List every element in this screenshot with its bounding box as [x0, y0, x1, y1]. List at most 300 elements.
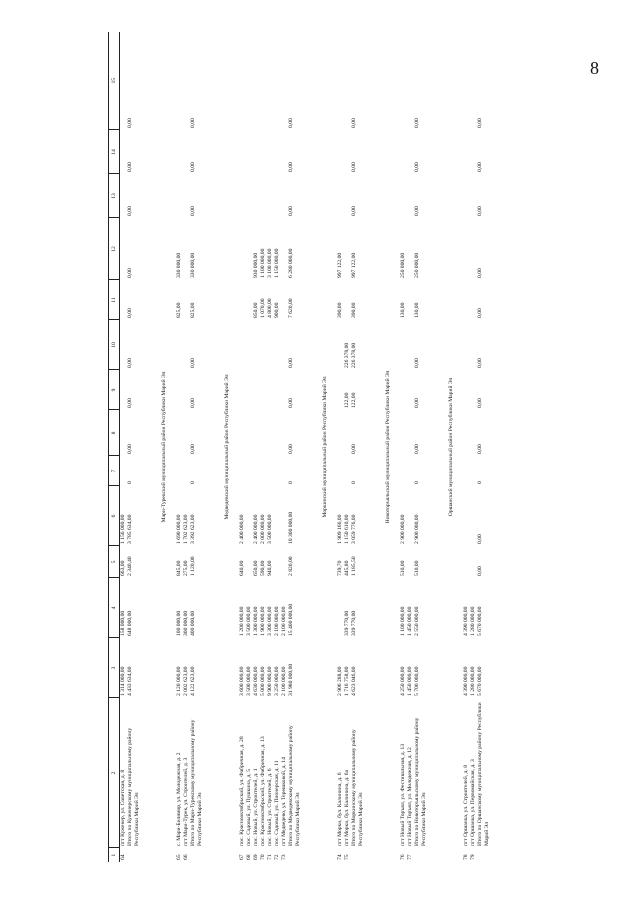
table-cell-col-9: 0,00 [126, 398, 133, 408]
table-cell-col-8: 0,00 [413, 444, 420, 454]
table-cell-col-11: 7 620,00 [287, 298, 294, 318]
table-cell-col-10 [120, 320, 127, 370]
table-row [337, 32, 344, 862]
table-cell-col-1: 77 [406, 854, 413, 860]
table-cell-col-7 [183, 456, 190, 486]
table-cell-col-5: 275,00 [182, 560, 189, 576]
table-cell-col-4: 1 100 000,00 [399, 606, 406, 636]
table-cell-col-7: 0 [126, 481, 133, 484]
table-cell-col-7 [267, 456, 274, 486]
table-cell-col-14 [260, 130, 267, 174]
table-cell-col-13 [183, 174, 190, 218]
table-cell-col-11 [407, 280, 414, 320]
district-total-row [127, 32, 153, 862]
table-cell-col-14 [246, 130, 253, 174]
table-cell-col-15 [253, 32, 260, 130]
table-cell-col-12 [239, 218, 246, 280]
table-row [120, 32, 127, 862]
table-cell-col-14 [400, 130, 407, 174]
table-cell-col-10 [407, 320, 414, 370]
table-row [176, 32, 183, 862]
table-cell-col-8 [239, 410, 246, 456]
table-cell-col-12: 997 122,00 [336, 252, 343, 278]
table-row [463, 32, 470, 862]
table-cell-col-1: 78 [462, 854, 469, 860]
column-header-4: 4 [109, 578, 120, 638]
table-cell-col-4: 300 000,00 [182, 610, 189, 636]
table-cell-col-4: 5 670 000,00 [476, 606, 483, 636]
table-row [253, 32, 260, 862]
table-cell-col-13 [246, 174, 253, 218]
table-cell-col-10 [281, 320, 288, 370]
table-cell-col-5 [470, 546, 477, 578]
table-cell-col-6: 2 400 000,00 [252, 514, 259, 544]
table-cell-col-7 [463, 456, 470, 486]
table-cell-col-14: 0,00 [350, 162, 357, 172]
table-cell-col-12: 997 122,00 [350, 252, 357, 278]
table-row [239, 32, 246, 862]
column-header-7: 7 [109, 456, 120, 486]
table-cell-col-11 [183, 280, 190, 320]
table-cell-col-7 [239, 456, 246, 486]
table-row [470, 32, 477, 862]
column-header-14: 14 [109, 130, 120, 174]
table-cell-col-3: 3 250 000,00 [273, 666, 280, 696]
table-cell-col-4: 158 000,00 [120, 610, 126, 636]
table-cell-col-7 [246, 456, 253, 486]
table-row [400, 32, 407, 862]
table-row [246, 32, 253, 862]
table-cell-col-5: 650,00 [252, 560, 259, 576]
table-cell-col-6 [281, 486, 288, 546]
table-cell-col-14 [407, 130, 414, 174]
table-cell-col-8 [253, 410, 260, 456]
table-cell-col-10: 0,00 [189, 358, 196, 368]
table-cell-col-2: с. Мари-Билямор, ул. Молодежная, д. 2 [175, 752, 182, 846]
table-cell-col-1: 68 [245, 854, 252, 860]
table-cell-col-12: 1 150 000,00 [273, 248, 280, 278]
table-cell-col-2: пгт Новый Торъял, ул. Фестивальная, д. 13 [399, 743, 406, 846]
table-cell-col-4: 339 770,00 [343, 610, 350, 636]
table-cell-col-13: 0,00 [287, 206, 294, 216]
column-header-2: 2 [109, 698, 120, 848]
table-cell-col-11: 390,00 [350, 302, 357, 318]
table-cell-col-13: 0,00 [350, 206, 357, 216]
column-header-9: 9 [109, 370, 120, 410]
table-cell-col-4: 3 300 000,00 [266, 606, 273, 636]
table-body [120, 32, 503, 862]
table-cell-col-9 [183, 370, 190, 410]
table-cell-col-3: 9 900 000,00 [266, 666, 273, 696]
table-cell-col-6: 2 000 000,00 [259, 514, 266, 544]
table-cell-col-5: 590,00 [259, 560, 266, 576]
table-cell-col-3: 3 500 000,00 [245, 666, 252, 696]
table-cell-col-2: Итого по Оршанскому муниципальному району Республики Марий Эл [476, 702, 490, 846]
table-cell-col-6: 1 156 000,00 [120, 514, 126, 544]
table-cell-col-14: 0,00 [189, 162, 196, 172]
table-cell-col-11 [239, 280, 246, 320]
table-cell-col-14: 0,00 [413, 162, 420, 172]
table-cell-col-2: пгт Морки, бул. Калинина, д. 6а [343, 770, 350, 846]
table-cell-col-13: 0,00 [126, 206, 133, 216]
table-cell-col-2: Итого по Медведевскому муниципальному району Республики Марий Эл [287, 725, 301, 846]
table-cell-col-12 [407, 218, 414, 280]
column-header-10: 10 [109, 320, 120, 370]
table-cell-col-6: 3 392 623,00 [189, 514, 196, 544]
table-cell-col-13 [407, 174, 414, 218]
table-cell-col-4: 339 770,00 [350, 610, 357, 636]
section-title: Мари-Турекский муниципальный район Республики Марий Эл [160, 371, 167, 523]
table-cell-col-10: 0,00 [413, 358, 420, 368]
table-cell-col-1: 71 [266, 854, 273, 860]
table-cell-col-9: 0,00 [287, 398, 294, 408]
table-cell-col-1 [351, 848, 377, 862]
table-cell-col-4: 100 000,00 [175, 610, 182, 636]
table-cell-col-15 [267, 32, 274, 130]
table-cell-col-9 [470, 370, 477, 410]
table-cell-col-2: пос. Садовый, ул. Пушкина, д. 5 [245, 769, 252, 846]
table-cell-col-3: 5 670 000,00 [476, 666, 483, 696]
table-cell-col-14: 0,00 [476, 162, 483, 172]
table-cell-col-2: пос. Новый, ул. Строителей, д. 6 [266, 768, 273, 846]
table-cell-col-1 [288, 848, 314, 862]
table-cell-col-5: 2 820,00 [287, 556, 294, 576]
section-title: Новоторъяльский муниципальный район Республики Марий Эл [384, 370, 391, 524]
table-cell-col-6 [470, 486, 477, 546]
table-cell-col-7: 0 [476, 481, 483, 484]
table-cell-col-4: 400 000,00 [189, 610, 196, 636]
table-cell-col-12 [246, 218, 253, 280]
table-cell-col-4: 648 000,00 [126, 610, 133, 636]
table-cell-col-11 [281, 280, 288, 320]
table-cell-col-3: 2 100 000,00 [280, 666, 287, 696]
table-cell-col-15 [260, 32, 267, 130]
table-cell-col-3: 2 002 623,00 [182, 666, 189, 696]
table-row [407, 32, 414, 862]
table-cell-col-10 [470, 320, 477, 370]
table-cell-col-2: пгт Оршанка, ул. Первомайская, д. 3 [469, 759, 476, 846]
table-cell-col-1: 67 [238, 854, 245, 860]
table-cell-col-12 [344, 218, 351, 280]
column-header-5: 5 [109, 546, 120, 578]
table-cell-col-1: 66 [182, 854, 189, 860]
table-cell-col-12: 0,00 [476, 268, 483, 278]
table-cell-col-12: 1 100 000,00 [259, 248, 266, 278]
table-cell-col-12: 6 280 000,00 [287, 248, 294, 278]
table-cell-col-7 [120, 456, 127, 486]
table-cell-col-10 [183, 320, 190, 370]
table-cell-col-13 [344, 174, 351, 218]
column-header-11: 11 [109, 280, 120, 320]
table-cell-col-2: пос. Новый, ул. Строителей, д. 1 [252, 768, 259, 846]
column-header-8: 8 [109, 410, 120, 456]
table-cell-col-13 [274, 174, 281, 218]
table-cell-col-13 [337, 174, 344, 218]
table-cell-col-13 [120, 174, 127, 218]
table-cell-col-14 [239, 130, 246, 174]
table-cell-col-11 [246, 280, 253, 320]
table-cell-col-1 [477, 848, 503, 862]
table-cell-col-15 [120, 32, 127, 130]
table-cell-col-5: 0,00 [476, 566, 483, 576]
table-cell-col-2: пгт Мари-Турек, ул. Строителей, д. 3 [182, 757, 189, 846]
table-cell-col-1 [414, 848, 440, 862]
capital-repair-table [108, 32, 502, 862]
table-cell-col-1: 69 [252, 854, 259, 860]
table-cell-col-3: 4 623 046,00 [350, 666, 357, 696]
table-cell-col-14 [281, 130, 288, 174]
table-cell-col-6: 2 900 000,00 [413, 514, 420, 544]
table-cell-col-3: 3 600 000,00 [238, 666, 245, 696]
table-cell-col-8: 0,00 [189, 444, 196, 454]
table-cell-col-8 [470, 410, 477, 456]
table-cell-col-5: 1 185,50 [350, 556, 357, 576]
table-cell-col-1: 76 [399, 854, 406, 860]
table-cell-col-9 [400, 370, 407, 410]
section-header-row [440, 32, 463, 862]
table-cell-col-6: 1 150 610,00 [343, 514, 350, 544]
table-cell-col-13 [463, 174, 470, 218]
table-cell-col-2: Итого по Куженерскому муниципальному району Республики Марий Эл [126, 727, 140, 846]
table-cell-col-4: 1 900 000,00 [259, 606, 266, 636]
table-cell-col-6 [274, 486, 281, 546]
table-cell-col-10: 0,00 [287, 358, 294, 368]
table-cell-col-2: пгт Новый Торъял, ул. Молодежная, д. 12 [406, 747, 413, 846]
table-cell-col-5: 445,80 [343, 560, 350, 576]
table-cell-col-6: 0,00 [476, 534, 483, 544]
table-cell-col-7 [400, 456, 407, 486]
district-total-row [190, 32, 216, 862]
table-cell-col-5: 845,00 [175, 560, 182, 576]
section-header-row [377, 32, 400, 862]
table-cell-col-8 [400, 410, 407, 456]
table-cell-col-11: 1 070,00 [259, 298, 266, 318]
table-cell-col-6: 1 909 166,00 [336, 514, 343, 544]
table-cell-col-13: 0,00 [189, 206, 196, 216]
table-cell-col-9 [239, 370, 246, 410]
table-cell-col-7 [344, 456, 351, 486]
column-header-3: 3 [109, 638, 120, 698]
table-cell-col-12 [470, 218, 477, 280]
table-cell-col-3: 4 630 000,00 [252, 666, 259, 696]
table-cell-col-9 [253, 370, 260, 410]
table-cell-col-10 [463, 320, 470, 370]
table-cell-col-10 [274, 320, 281, 370]
table-cell-col-5: 510,00 [413, 560, 420, 576]
table-cell-col-15 [246, 32, 253, 130]
table-cell-col-6: 2 900 000,00 [399, 514, 406, 544]
table-cell-col-3: 1 280 000,00 [469, 666, 476, 696]
table-cell-col-12: 930 000,00 [252, 252, 259, 278]
section-title: Оршанский муниципальный район Республики Марий Эл [447, 377, 454, 517]
table-cell-col-11: 0,00 [126, 308, 133, 318]
table-cell-col-9 [281, 370, 288, 410]
table-cell-col-15: 0,00 [189, 118, 196, 128]
table-cell-col-7 [253, 456, 260, 486]
table-cell-col-14 [344, 130, 351, 174]
table-row [267, 32, 274, 862]
table-cell-col-11: 825,00 [175, 302, 182, 318]
table-cell-col-15: 0,00 [476, 118, 483, 128]
table-cell-col-2: пгт Оршанка, ул. Строителей, д. 8 [462, 765, 469, 846]
table-cell-col-12: 330 000,00 [189, 252, 196, 278]
table-cell-col-2: пгт Куженер, ул. Советская, д. 8 [120, 769, 126, 846]
table-cell-col-2: пос. Краснооктябрьский, ул. Фабричная, д. 28 [238, 736, 245, 846]
table-cell-col-5: 510,00 [399, 560, 406, 576]
table-row [344, 32, 351, 862]
table-cell-col-4: 2 100 000,00 [273, 606, 280, 636]
table-cell-col-9 [120, 370, 127, 410]
table-cell-col-5 [274, 546, 281, 578]
table-cell-col-4: 1 300 000,00 [252, 606, 259, 636]
table-cell-col-3: 5 700 000,00 [413, 666, 420, 696]
district-total-row [351, 32, 377, 862]
district-total-row [288, 32, 314, 862]
table-cell-col-8 [337, 410, 344, 456]
table-cell-col-4: 3 500 000,00 [245, 606, 252, 636]
table-cell-col-15 [463, 32, 470, 130]
table-cell-col-9 [337, 370, 344, 410]
table-cell-col-12 [463, 218, 470, 280]
table-cell-col-6: 1 702 623,00 [182, 514, 189, 544]
page-number: 8 [590, 58, 599, 78]
table-cell-col-7 [281, 456, 288, 486]
table-cell-col-15 [281, 32, 288, 130]
table-cell-col-4: 1 280 000,00 [469, 606, 476, 636]
table-cell-col-5: 2 340,40 [126, 556, 133, 576]
section-title: Медведевский муниципальный район Республики Марий Эл [223, 374, 230, 520]
table-cell-col-13 [253, 174, 260, 218]
table-cell-col-9: 122,00 [350, 392, 357, 408]
table-cell-col-6 [463, 486, 470, 546]
table-cell-col-10 [337, 320, 344, 370]
table-cell-col-10 [239, 320, 246, 370]
table-cell-col-4: 2 550 000,00 [413, 606, 420, 636]
table-cell-col-12 [281, 218, 288, 280]
table-cell-col-15 [274, 32, 281, 130]
table-cell-col-7: 0 [189, 481, 196, 484]
table-cell-col-13 [470, 174, 477, 218]
table-cell-col-1: 65 [175, 854, 182, 860]
table-cell-col-8 [281, 410, 288, 456]
table-cell-col-7: 0 [287, 481, 294, 484]
table-cell-col-13: 0,00 [413, 206, 420, 216]
table-cell-col-3: 2 120 000,00 [175, 666, 182, 696]
column-header-12: 12 [109, 218, 120, 280]
table-cell-col-5: 663,00 [120, 560, 126, 576]
table-cell-col-10 [267, 320, 274, 370]
table-cell-col-11: 390,00 [336, 302, 343, 318]
table-cell-col-14 [274, 130, 281, 174]
table-cell-col-4: 1 200 000,00 [238, 606, 245, 636]
table-cell-col-5 [281, 546, 288, 578]
column-header-13: 13 [109, 174, 120, 218]
table-cell-col-13 [267, 174, 274, 218]
table-row [281, 32, 288, 862]
table-cell-col-10: 226 378,00 [350, 342, 357, 368]
table-cell-col-12: 3 100 000,00 [266, 248, 273, 278]
table-cell-col-11: 130,00 [413, 302, 420, 318]
table-cell-col-1: 74 [336, 854, 343, 860]
district-total-row [414, 32, 440, 862]
table-cell-col-8 [344, 410, 351, 456]
table-cell-col-14: 0,00 [126, 162, 133, 172]
table-cell-col-11 [470, 280, 477, 320]
table-cell-col-15 [400, 32, 407, 130]
table-cell-col-6: 3 500 000,00 [266, 514, 273, 544]
table-cell-col-1: 72 [273, 854, 280, 860]
table-cell-col-14 [337, 130, 344, 174]
table-cell-col-1 [127, 848, 153, 862]
table-cell-col-11: 4 800,00 [266, 298, 273, 318]
table-cell-col-11: 900,00 [273, 302, 280, 318]
table-cell-col-4: 15 400 000,00 [287, 603, 294, 636]
table-cell-col-8 [183, 410, 190, 456]
table-cell-col-2: пгт Медведево, ул. Терешковой, д. 14 [280, 757, 287, 846]
table-cell-col-2: Итого по Мари-Турекскому муниципальному району Республики Марий Эл [189, 719, 203, 846]
table-cell-col-9: 0,00 [413, 398, 420, 408]
rotated-table-sheet [108, 32, 623, 862]
table-cell-col-8 [463, 410, 470, 456]
table-cell-col-7: 0 [350, 481, 357, 484]
table-cell-col-1: 79 [469, 854, 476, 860]
table-cell-col-7 [260, 456, 267, 486]
table-cell-col-6: 10 300 000,00 [287, 511, 294, 544]
table-cell-col-10 [253, 320, 260, 370]
table-cell-col-1: 64 [120, 854, 126, 860]
table-cell-col-11: 0,00 [476, 308, 483, 318]
column-number-header-row [109, 32, 120, 862]
table-cell-col-8 [120, 410, 127, 456]
column-header-15: 15 [109, 32, 120, 130]
table-cell-col-5: 940,00 [266, 560, 273, 576]
table-cell-col-13: 0,00 [476, 206, 483, 216]
section-header-row [153, 32, 176, 862]
table-cell-col-14 [463, 130, 470, 174]
table-cell-col-13 [281, 174, 288, 218]
table-cell-col-15 [344, 32, 351, 130]
table-cell-col-10: 226 378,00 [343, 342, 350, 368]
table-row [274, 32, 281, 862]
table-cell-col-13 [400, 174, 407, 218]
table-cell-col-5: 1 120,00 [189, 556, 196, 576]
table-cell-col-1: 73 [280, 854, 287, 860]
table-cell-col-12: 330 000,00 [175, 252, 182, 278]
table-cell-col-13 [239, 174, 246, 218]
table-cell-col-12: 250 000,00 [399, 252, 406, 278]
table-row [260, 32, 267, 862]
table-cell-col-6: 3 059 776,00 [350, 514, 357, 544]
table-cell-col-3: 4 122 623,00 [189, 666, 196, 696]
table-cell-col-3: 5 000 000,00 [259, 666, 266, 696]
table-cell-col-8: 0,00 [126, 444, 133, 454]
table-cell-col-8 [407, 410, 414, 456]
table-cell-col-8 [267, 410, 274, 456]
table-cell-col-6: 1 690 000,00 [175, 514, 182, 544]
table-cell-col-6: 3 785 634,00 [126, 514, 133, 544]
table-cell-col-3: 1 314 000,00 [120, 666, 126, 696]
table-cell-col-8 [176, 410, 183, 456]
table-cell-col-5 [246, 546, 253, 578]
table-cell-col-13 [176, 174, 183, 218]
table-cell-col-7 [407, 456, 414, 486]
table-cell-col-4: 1 450 000,00 [406, 606, 413, 636]
table-cell-col-8 [274, 410, 281, 456]
table-cell-col-5 [463, 546, 470, 578]
table-cell-col-1 [190, 848, 216, 862]
table-cell-col-10: 0,00 [476, 358, 483, 368]
table-cell-col-5: 640,00 [238, 560, 245, 576]
